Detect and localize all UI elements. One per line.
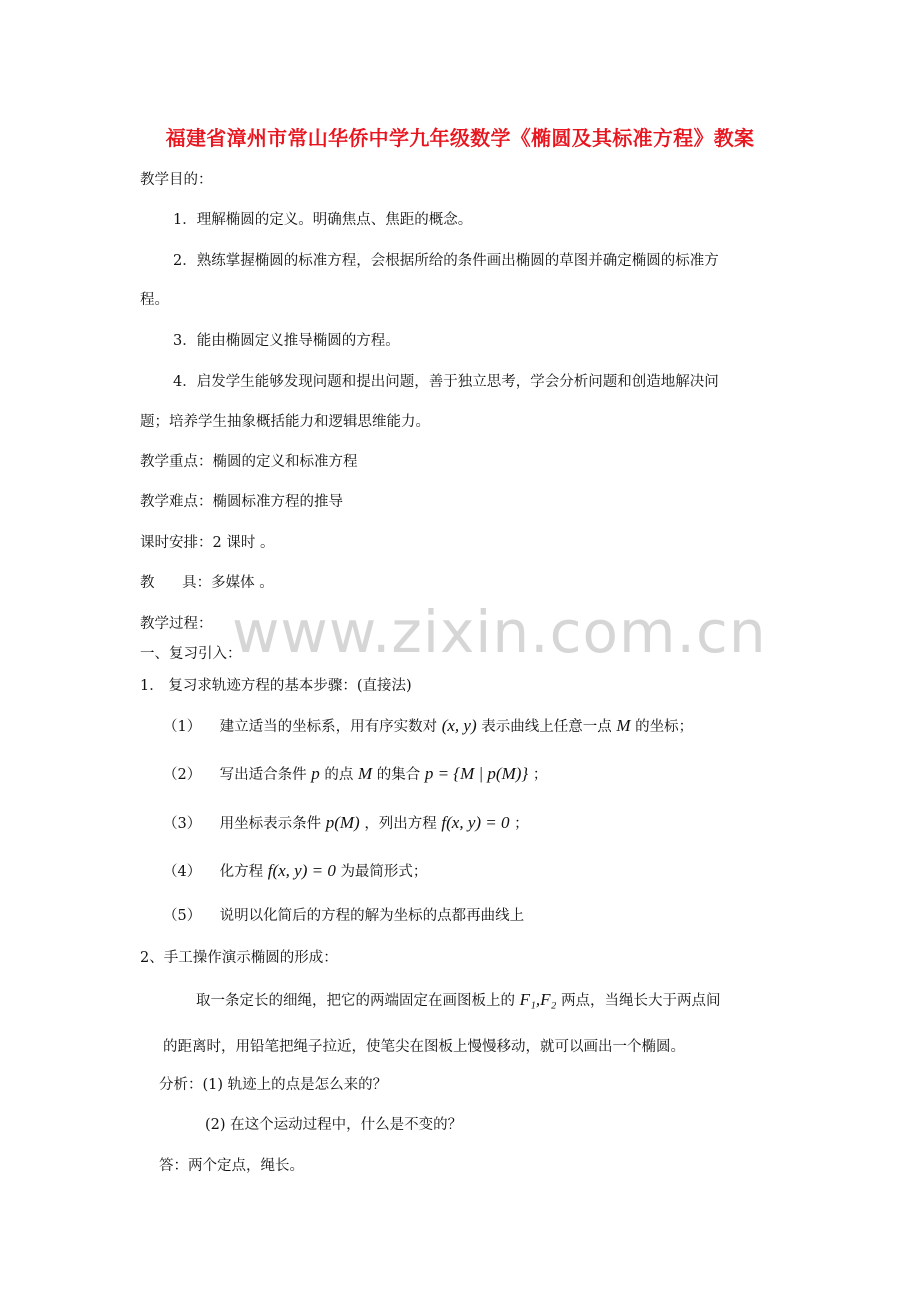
sub-heading-2: 2、手工操作演示椭圆的形成： [140, 950, 338, 966]
formula: f(x, y) = 0 [441, 813, 510, 832]
step-number: （2） [163, 767, 202, 783]
formula: (x, y) [441, 716, 477, 735]
goal-item-1: 1．理解椭圆的定义。明确焦点、焦距的概念。 [173, 212, 473, 228]
section-review: 一、复习引入： [140, 646, 242, 662]
step-text: ； [532, 767, 548, 783]
step-text: 用坐标表示条件 [219, 816, 326, 832]
step-number: （4） [163, 864, 202, 880]
step-4 [163, 861, 427, 882]
goal-item-2-cont: 程。 [140, 292, 169, 308]
tools: 教 具：多媒体 。 [140, 575, 274, 591]
difficulty: 教学难点：椭圆标准方程的推导 [140, 494, 343, 510]
demo-line-1 [196, 990, 721, 1011]
step-text: ，列出方程 [364, 816, 442, 832]
goal-item-4-cont: 题；培养学生抽象概括能力和逻辑思维能力。 [140, 414, 430, 430]
document-title: 福建省漳州市常山华侨中学九年级数学《椭圆及其标准方程》教案 [165, 126, 755, 150]
formula: p [311, 764, 320, 783]
step-text: 的坐标； [635, 719, 694, 735]
demo-line-2: 的距离时，用铅笔把绳子拉近，使笔尖在图板上慢慢移动，就可以画出一个椭圆。 [163, 1039, 685, 1055]
step-text: 写出适合条件 [219, 767, 312, 783]
step-number: （5） [163, 908, 202, 924]
formula: p = {M | p(M)} [424, 764, 529, 783]
goal-item-4: 4．启发学生能够发现问题和提出问题，善于独立思考，学会分析问题和创造地解决问 [173, 374, 719, 390]
analysis-2: (2) 在这个运动过程中，什么是不变的？ [205, 1117, 463, 1133]
analysis-1: 分析：(1) 轨迹上的点是怎么来的？ [159, 1077, 388, 1093]
formula: f(x, y) = 0 [267, 861, 336, 880]
formula: F₁,F₂ [519, 990, 557, 1009]
demo-text: 两点，当绳长大于两点间 [561, 993, 721, 1009]
formula: p(M) [325, 813, 360, 832]
goal-item-2: 2．熟练掌握椭圆的标准方程，会根据所给的条件画出椭圆的草图并确定椭圆的标准方 [173, 253, 719, 269]
demo-text: 取一条定长的细绳，把它的两端固定在画图板上的 [196, 993, 515, 1009]
step-text: 为最简形式； [340, 864, 428, 880]
formula: M [357, 764, 373, 783]
step-text: 表示曲线上任意一点 [481, 719, 612, 735]
answer: 答：两个定点，绳长。 [159, 1158, 304, 1174]
goal-item-3: 3．能由椭圆定义推导椭圆的方程。 [173, 333, 400, 349]
step-text: 的集合 [376, 767, 425, 783]
step-number: （3） [163, 816, 202, 832]
step-text: 说明以化简后的方程的解为坐标的点都再曲线上 [219, 908, 525, 924]
step-1 [163, 716, 693, 737]
formula: M [616, 716, 631, 735]
step-text: 化方程 [219, 864, 268, 880]
sub-heading-1: 1． 复习求轨迹方程的基本步骤：(直接法) [140, 678, 412, 694]
step-3 [163, 813, 529, 834]
step-5 [163, 906, 524, 926]
step-text: 的点 [324, 767, 354, 783]
step-number: （1） [163, 719, 202, 735]
key-point: 教学重点：椭圆的定义和标准方程 [140, 454, 358, 470]
step-2 [163, 764, 547, 785]
goals-heading: 教学目的： [140, 172, 213, 188]
step-text: 建立适当的坐标系，用有序实数对 [219, 719, 438, 735]
schedule: 课时安排：2 课时 。 [140, 535, 275, 551]
process-heading: 教学过程： [140, 616, 213, 632]
step-text: ； [514, 816, 529, 832]
watermark: www.zixin.com.cn [232, 598, 767, 666]
